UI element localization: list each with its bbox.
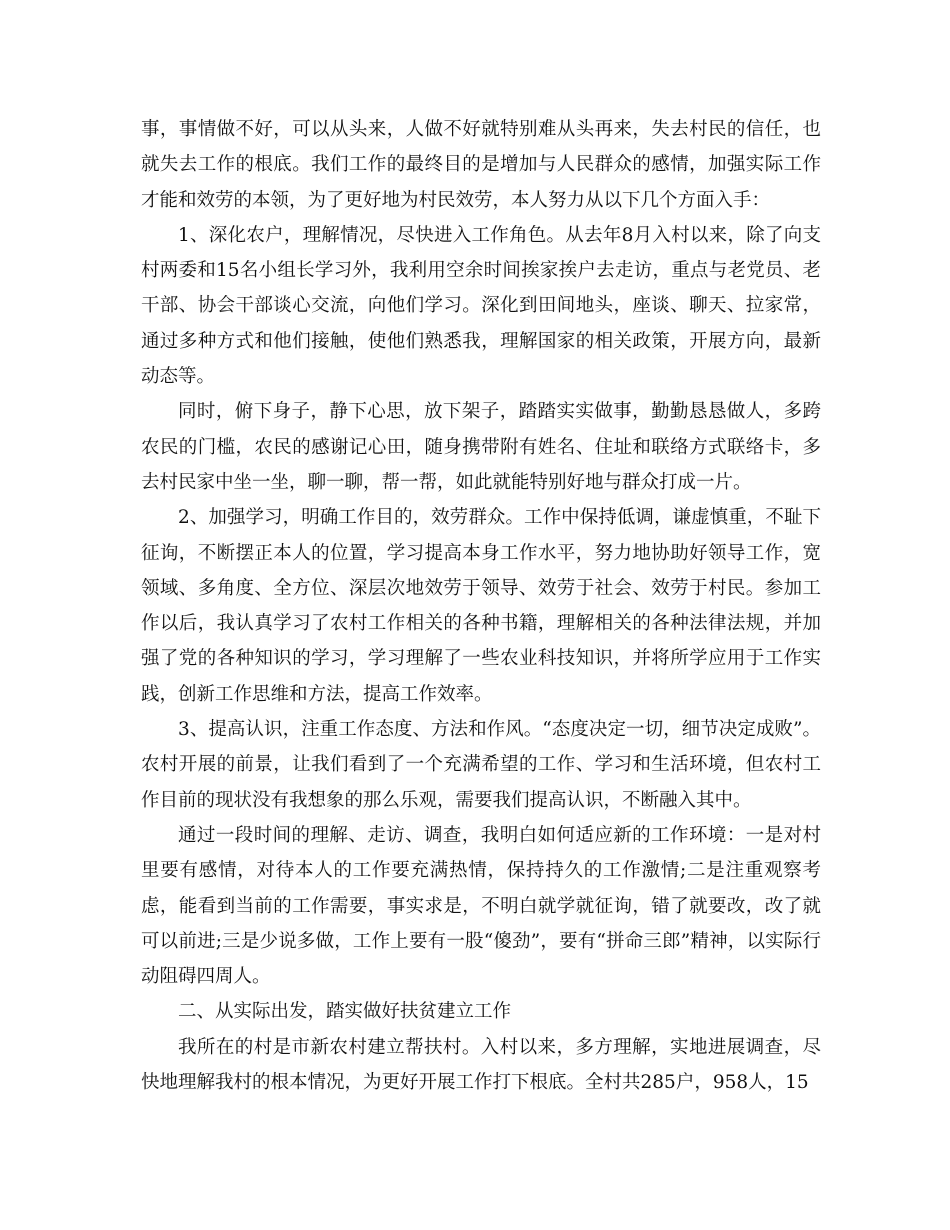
paragraph-6: 通过一段时间的理解、走访、调查，我明白如何适应新的工作环境：一是对村里要有感情，对待本人的工作要充满热情，保持持久的工作激情;二是注重观察考虑，能看到当前的工作需要，事实求是，不明白就学就征询，错了就要改，改了就可以前进;三是少说多做，工作上要有一股“傻劲”，要有“拼命三郎”精神，以实际行动阻碍四周人。 bbox=[141, 824, 821, 988]
paragraph-2: 1、深化农户，理解情况，尽快进入工作角色。从去年8月入村以来，除了向支村两委和15名小组长学习外，我利用空余时间挨家挨户去走访，重点与老党员、老干部、协会干部谈心交流，向他们学习。深化到田间地头，座谈、聊天、拉家常，通过多种方式和他们接触，使他们熟悉我，理解国家的相关政策，开展方向，最新动态等。 bbox=[141, 224, 821, 388]
paragraph-7: 我所在的村是市新农村建立帮扶村。入村以来，多方理解，实地进展调查，尽快地理解我村的根本情况，为更好开展工作打下根底。全村共285户，958人，15 bbox=[141, 1036, 821, 1094]
paragraph-5: 3、提高认识，注重工作态度、方法和作风。“态度决定一切，细节决定成败”。农村开展的前景，让我们看到了一个充满希望的工作、学习和生活环境，但农村工作目前的现状没有我想象的那么乐观，需要我们提高认识，不断融入其中。 bbox=[141, 719, 821, 811]
paragraph-4: 2、加强学习，明确工作目的，效劳群众。工作中保持低调，谦虚慎重，不耻下征询，不断摆正本人的位置，学习提高本身工作水平，努力地协助好领导工作，宽领域、多角度、全方位、深层次地效劳于领导、效劳于社会、效劳于村民。参加工作以后，我认真学习了农村工作相关的各种书籍，理解相关的各种法律法规，并加强了党的各种知识的学习，学习理解了一些农业科技知识，并将所学应用于工作实践，创新工作思维和方法，提高工作效率。 bbox=[141, 507, 821, 705]
document-page bbox=[141, 112, 821, 1100]
section-heading: 二、从实际出发，踏实做好扶贫建立工作 bbox=[178, 1001, 512, 1023]
paragraph-3: 同时，俯下身子，静下心思，放下架子，踏踏实实做事，勤勤恳恳做人，多跨农民的门槛，农民的感谢记心田，随身携带附有姓名、住址和联络方式联络卡，多去村民家中坐一坐，聊一聊，帮一帮，如此就能特别好地与群众打成一片。 bbox=[141, 401, 821, 493]
paragraph-1: 事，事情做不好，可以从头来，人做不好就特别难从头再来，失去村民的信任，也就失去工作的根底。我们工作的最终目的是增加与人民群众的感情，加强实际工作才能和效劳的本领，为了更好地为村民效劳，本人努力从以下几个方面入手： bbox=[141, 119, 821, 211]
